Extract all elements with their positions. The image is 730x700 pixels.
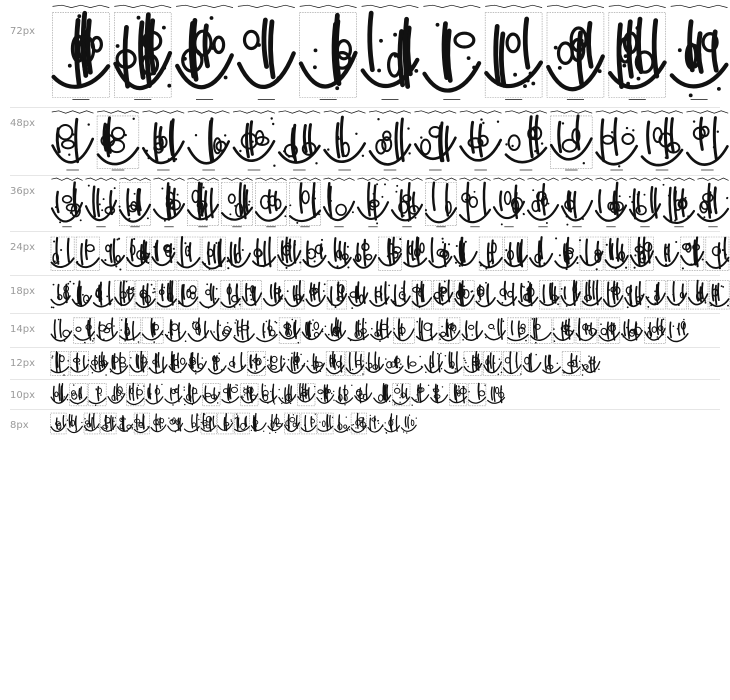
calligraphy-glyph xyxy=(278,237,302,271)
calligraphy-glyph xyxy=(553,318,574,344)
calligraphy-glyph xyxy=(227,238,251,269)
calligraphy-sample-48px xyxy=(50,108,730,174)
calligraphy-glyph xyxy=(222,384,239,403)
calligraphy-glyph xyxy=(143,111,185,170)
calligraphy-glyph xyxy=(221,280,241,309)
calligraphy-glyph xyxy=(455,280,475,309)
size-label: 36px xyxy=(10,186,35,197)
calligraphy-glyph xyxy=(416,318,436,340)
size-label: 12px xyxy=(10,358,35,369)
calligraphy-glyph xyxy=(688,280,708,309)
sample-row-14px xyxy=(0,314,730,348)
calligraphy-glyph xyxy=(336,385,353,406)
calligraphy-glyph xyxy=(260,384,277,405)
calligraphy-glyph xyxy=(242,280,262,309)
calligraphy-glyph xyxy=(91,352,108,375)
calligraphy-glyph xyxy=(118,416,133,432)
calligraphy-glyph xyxy=(355,384,372,403)
calligraphy-glyph xyxy=(149,353,167,373)
calligraphy-sample-8px xyxy=(50,410,730,436)
calligraphy-glyph xyxy=(317,385,335,403)
calligraphy-glyph xyxy=(605,237,628,271)
calligraphy-glyph xyxy=(603,280,623,309)
calligraphy-glyph xyxy=(561,178,592,227)
calligraphy-glyph xyxy=(629,178,661,227)
calligraphy-glyphs-10px xyxy=(50,380,730,408)
calligraphy-glyph xyxy=(187,178,218,227)
calligraphy-glyph xyxy=(279,385,296,404)
calligraphy-glyphs-48px xyxy=(50,108,730,174)
calligraphy-glyph xyxy=(251,414,266,432)
calligraphy-glyph xyxy=(279,318,300,344)
calligraphy-glyph xyxy=(102,238,124,271)
calligraphy-glyph xyxy=(115,280,135,309)
calligraphy-glyph xyxy=(630,237,653,271)
calligraphy-glyph xyxy=(706,237,729,271)
calligraphy-glyph xyxy=(97,111,139,170)
calligraphy-glyph xyxy=(668,319,688,342)
calligraphy-glyph xyxy=(391,178,422,227)
calligraphy-sample-36px xyxy=(50,176,730,230)
size-label: 8px xyxy=(10,420,29,431)
calligraphy-glyph xyxy=(710,280,730,309)
calligraphy-glyph xyxy=(681,237,704,271)
calligraphy-glyph xyxy=(228,353,246,372)
calligraphy-glyph xyxy=(301,413,316,434)
calligraphy-glyph xyxy=(323,178,354,227)
calligraphy-glyph xyxy=(329,238,351,268)
calligraphy-glyph xyxy=(503,352,521,376)
calligraphy-glyph xyxy=(439,318,460,344)
calligraphy-glyph xyxy=(656,241,678,266)
calligraphy-glyphs-14px xyxy=(50,314,730,346)
calligraphy-glyph xyxy=(184,384,201,406)
calligraphy-glyph xyxy=(425,178,457,227)
calligraphy-glyph xyxy=(687,111,729,170)
calligraphy-glyph xyxy=(460,111,502,170)
calligraphy-glyph xyxy=(285,280,305,309)
calligraphy-glyph xyxy=(599,318,620,344)
calligraphy-glyph xyxy=(325,318,346,341)
calligraphy-glyph xyxy=(76,237,99,271)
calligraphy-glyph xyxy=(264,283,283,305)
calligraphy-glyph xyxy=(547,5,604,99)
calligraphy-glyph xyxy=(119,318,140,344)
calligraphy-glyph xyxy=(493,178,524,227)
calligraphy-glyph xyxy=(385,356,403,373)
calligraphy-glyph xyxy=(70,383,88,405)
calligraphy-glyph xyxy=(185,414,200,432)
calligraphy-glyph xyxy=(405,356,422,373)
calligraphy-glyph xyxy=(176,5,233,99)
calligraphy-glyph xyxy=(238,5,295,99)
calligraphy-glyph xyxy=(84,413,99,434)
calligraphy-glyph xyxy=(385,414,400,434)
calligraphy-glyph xyxy=(371,318,391,342)
sample-row-12px xyxy=(0,348,730,380)
calligraphy-glyph xyxy=(287,352,305,373)
calligraphy-glyph xyxy=(284,413,299,434)
calligraphy-glyphs-36px xyxy=(50,176,730,230)
calligraphy-glyph xyxy=(433,280,453,309)
calligraphy-glyph xyxy=(209,353,226,374)
calligraphy-glyph xyxy=(625,282,644,308)
calligraphy-glyph xyxy=(645,318,666,344)
calligraphy-glyph xyxy=(374,384,391,403)
calligraphy-glyph xyxy=(423,5,480,99)
calligraphy-glyph xyxy=(306,283,325,306)
calligraphy-glyph xyxy=(449,383,467,405)
calligraphy-sample-18px xyxy=(50,276,730,312)
calligraphy-glyph xyxy=(153,178,184,227)
calligraphy-glyph xyxy=(85,178,116,227)
calligraphy-glyph xyxy=(391,281,410,306)
calligraphy-glyph xyxy=(425,352,442,373)
calligraphy-glyph xyxy=(71,352,90,376)
calligraphy-glyph xyxy=(504,237,527,271)
calligraphy-glyph xyxy=(540,280,560,309)
calligraphy-sample-10px xyxy=(50,380,730,408)
calligraphy-glyph xyxy=(370,282,390,306)
calligraphy-glyph xyxy=(402,415,417,434)
calligraphy-glyph xyxy=(561,280,581,309)
calligraphy-glyph xyxy=(127,237,150,271)
sample-row-48px xyxy=(0,108,730,176)
calligraphy-glyph xyxy=(165,385,182,406)
calligraphy-glyph xyxy=(307,354,324,374)
calligraphy-glyph xyxy=(94,282,113,307)
sample-row-8px xyxy=(0,410,730,438)
calligraphy-glyph xyxy=(134,413,149,434)
size-label: 24px xyxy=(10,242,35,253)
calligraphy-glyph xyxy=(505,111,547,170)
calligraphy-glyph xyxy=(530,237,552,266)
calligraphy-glyphs-18px xyxy=(50,276,730,312)
calligraphy-glyph xyxy=(582,355,600,375)
calligraphy-glyph xyxy=(151,414,166,432)
calligraphy-glyph xyxy=(667,280,687,309)
calligraphy-glyph xyxy=(202,237,225,271)
calligraphy-glyph xyxy=(324,111,366,170)
calligraphy-glyph xyxy=(51,352,69,376)
calligraphy-glyph xyxy=(378,237,401,271)
calligraphy-glyph xyxy=(146,384,163,404)
calligraphy-glyphs-24px xyxy=(50,232,730,274)
calligraphy-glyph xyxy=(178,280,198,309)
calligraphy-glyph xyxy=(366,352,384,372)
calligraphy-glyph xyxy=(576,318,597,344)
sample-row-72px xyxy=(0,0,730,108)
size-label: 48px xyxy=(10,118,35,129)
calligraphy-glyph xyxy=(52,111,94,170)
calligraphy-glyph xyxy=(429,238,451,268)
calligraphy-glyph xyxy=(393,383,411,405)
calligraphy-glyph xyxy=(555,237,578,270)
calligraphy-glyph xyxy=(168,417,183,432)
calligraphy-glyph xyxy=(463,352,482,376)
calligraphy-glyph xyxy=(459,178,490,227)
calligraphy-glyph xyxy=(51,237,74,271)
calligraphy-glyph xyxy=(404,237,426,267)
calligraphy-glyph xyxy=(74,318,95,344)
calligraphy-glyph xyxy=(289,178,320,227)
calligraphy-glyph xyxy=(663,178,695,227)
calligraphy-glyph xyxy=(412,384,430,406)
calligraphy-glyph xyxy=(51,178,82,227)
calligraphy-glyph xyxy=(188,111,230,170)
calligraphy-glyph xyxy=(255,178,286,227)
calligraphy-glyph xyxy=(498,282,517,306)
calligraphy-glyph xyxy=(267,356,285,372)
sample-row-36px xyxy=(0,176,730,232)
size-label: 10px xyxy=(10,390,35,401)
calligraphy-glyph xyxy=(609,5,666,99)
calligraphy-sample-14px xyxy=(50,314,730,346)
calligraphy-glyph xyxy=(201,413,217,434)
calligraphy-glyph xyxy=(51,413,66,434)
calligraphy-glyph xyxy=(114,5,171,99)
calligraphy-glyphs-12px xyxy=(50,348,730,378)
calligraphy-glyph xyxy=(51,384,68,404)
calligraphy-glyph xyxy=(369,111,411,170)
calligraphy-glyph xyxy=(241,383,259,405)
calligraphy-glyph xyxy=(67,415,83,433)
calligraphy-glyph xyxy=(349,282,368,309)
calligraphy-glyph xyxy=(579,237,603,271)
calligraphy-glyph xyxy=(393,318,414,344)
calligraphy-glyph xyxy=(543,355,560,373)
calligraphy-glyph xyxy=(302,319,323,339)
calligraphy-glyph xyxy=(303,239,325,267)
calligraphy-glyph xyxy=(188,318,208,341)
calligraphy-glyph xyxy=(152,237,175,271)
calligraphy-glyph xyxy=(357,178,388,227)
calligraphy-glyph xyxy=(200,283,219,308)
calligraphy-glyph xyxy=(346,352,364,376)
calligraphy-glyph xyxy=(462,321,482,341)
calligraphy-glyph xyxy=(300,5,357,99)
calligraphy-glyph xyxy=(233,111,275,170)
calligraphy-glyph xyxy=(621,320,642,341)
calligraphy-glyph xyxy=(253,238,275,268)
calligraphy-glyph xyxy=(454,238,476,267)
calligraphy-glyph xyxy=(221,178,252,227)
calligraphy-glyph xyxy=(189,353,206,375)
calligraphy-glyph xyxy=(327,280,347,309)
calligraphy-glyph xyxy=(368,415,383,432)
size-label: 14px xyxy=(10,324,35,335)
calligraphy-glyph xyxy=(51,281,71,309)
calligraphy-glyph xyxy=(142,318,163,344)
calligraphy-glyph xyxy=(257,320,278,341)
sample-row-10px xyxy=(0,380,730,410)
calligraphy-glyph xyxy=(641,111,683,170)
calligraphy-glyph xyxy=(248,352,266,376)
calligraphy-glyph xyxy=(595,178,626,227)
calligraphy-glyph xyxy=(169,352,186,373)
calligraphy-glyph xyxy=(279,111,321,170)
calligraphy-glyph xyxy=(596,111,638,170)
sample-row-24px xyxy=(0,232,730,276)
calligraphy-glyph xyxy=(348,319,368,342)
calligraphy-glyph xyxy=(73,281,92,306)
calligraphy-glyph xyxy=(697,178,728,227)
calligraphy-glyph xyxy=(415,111,457,170)
calligraphy-glyph xyxy=(646,280,666,309)
calligraphy-glyph xyxy=(268,414,283,433)
calligraphy-glyph xyxy=(234,319,254,342)
calligraphy-glyph xyxy=(508,318,529,344)
calligraphy-glyph xyxy=(562,352,580,376)
calligraphy-glyph xyxy=(335,415,350,432)
calligraphy-sample-72px xyxy=(50,0,730,106)
calligraphy-glyph xyxy=(157,280,177,309)
calligraphy-glyph xyxy=(110,353,128,375)
calligraphy-glyph xyxy=(101,413,116,434)
calligraphy-glyph xyxy=(485,319,505,340)
sample-row-18px xyxy=(0,276,730,314)
calligraphy-glyph xyxy=(523,353,541,371)
calligraphy-glyph xyxy=(97,318,117,341)
calligraphy-glyph xyxy=(484,352,503,376)
size-label: 18px xyxy=(10,286,35,297)
calligraphy-glyph xyxy=(354,240,376,268)
calligraphy-glyph xyxy=(468,383,486,405)
calligraphy-glyph xyxy=(234,413,249,434)
calligraphy-glyph xyxy=(488,386,505,403)
calligraphy-glyph xyxy=(318,413,334,434)
size-label: 72px xyxy=(10,26,35,37)
calligraphy-glyph xyxy=(479,237,502,271)
calligraphy-glyph xyxy=(177,237,200,271)
calligraphy-glyph xyxy=(130,352,148,376)
calligraphy-glyph xyxy=(218,413,233,434)
calligraphy-glyph xyxy=(412,280,432,309)
calligraphy-glyph xyxy=(485,5,542,99)
calligraphy-glyph xyxy=(362,5,419,99)
calligraphy-glyph xyxy=(136,280,156,309)
calligraphy-glyph xyxy=(527,178,558,227)
calligraphy-sample-12px xyxy=(50,348,730,378)
calligraphy-glyph xyxy=(582,280,602,309)
calligraphy-glyph xyxy=(431,384,448,403)
calligraphy-glyph xyxy=(119,178,151,227)
calligraphy-glyph xyxy=(298,383,316,405)
calligraphy-glyph xyxy=(51,319,71,342)
calligraphy-glyphs-8px xyxy=(50,410,730,436)
calligraphy-glyph xyxy=(530,318,551,344)
calligraphy-glyphs-72px xyxy=(50,0,730,106)
calligraphy-glyph xyxy=(203,383,221,405)
calligraphy-glyph xyxy=(551,111,593,170)
calligraphy-glyph xyxy=(476,282,495,307)
calligraphy-glyph xyxy=(89,383,107,406)
calligraphy-glyph xyxy=(445,352,462,373)
calligraphy-glyph xyxy=(127,383,145,405)
calligraphy-sample-24px xyxy=(50,232,730,274)
calligraphy-glyph xyxy=(166,320,187,342)
calligraphy-glyph xyxy=(108,384,125,403)
calligraphy-glyph xyxy=(351,413,366,434)
calligraphy-glyph xyxy=(210,321,231,341)
calligraphy-glyph xyxy=(326,352,344,376)
calligraphy-glyph xyxy=(671,5,728,99)
calligraphy-glyph xyxy=(519,281,538,306)
calligraphy-glyph xyxy=(53,5,110,99)
